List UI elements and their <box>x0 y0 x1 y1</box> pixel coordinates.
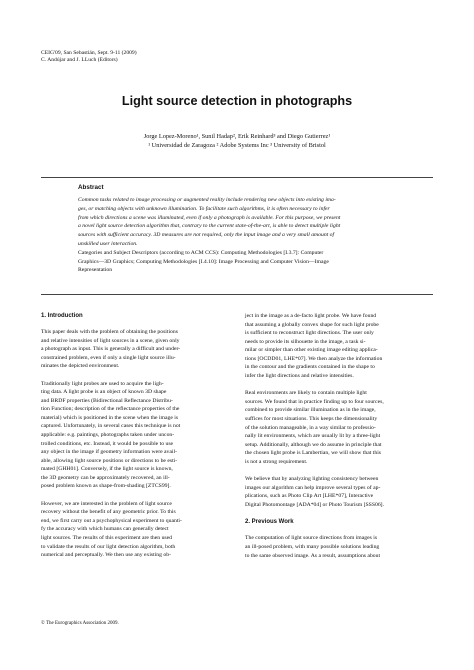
text-line: is sufficient to reconstruct light directions. The user only <box>245 330 374 337</box>
text-line: fy the accuracy with which humans can generally detect <box>41 526 169 533</box>
text-line: and BRDF properties (Bidirectional Reflectance Distribu- <box>41 397 173 404</box>
author-names: Jorge Lopez-Moreno¹, Sunil Hadap², Erik Reinhard³ and Diego Gutierrez¹ <box>143 133 331 140</box>
text-line: mated [GHH01]. Conversely, if the light source is known, <box>41 466 173 473</box>
text-line: This paper deals with the problem of obtaining the positions <box>41 329 178 335</box>
section-heading-previous-work: 2. Previous Work <box>245 519 294 526</box>
text-line: a photograph as input. This is generally a difficult and under- <box>41 346 181 353</box>
editors-line: C. Andújar and J. LLuch (Editors) <box>41 57 118 63</box>
section-heading-introduction: 1. Introduction <box>41 313 83 319</box>
text-line: Common tasks related to image processing or augmented reality include rendering new objects into existing ima- <box>78 197 336 203</box>
text-line: infer the light directions and relative intensities. <box>245 372 354 379</box>
text-line: Graphics—3D Graphics; Computing Methodologies [I.4.10]: Image Processing and Computer Vision—Image <box>78 258 329 265</box>
left-column <box>41 312 223 560</box>
text-line: to validate the results of our light detection algorithm, both <box>41 543 176 550</box>
text-line: that assuming a globally convex shape for such light probe <box>245 321 379 328</box>
text-line: sources. We found that in practice finding up to four sources, <box>245 398 384 405</box>
categories-text <box>78 249 398 275</box>
text-line: setup. Additionally, although we do assume in principle that <box>245 441 382 448</box>
text-line: images our algorithm can help improve several types of ap- <box>245 484 381 491</box>
text-line: trolled conditions, etc. Instead, it would be possible to use <box>41 440 174 447</box>
text-line: the 3D geometry can be approximately recovered, an ill- <box>41 474 170 481</box>
text-line: and relative intensities of light sources in a scene, given only <box>41 337 180 344</box>
text-line: an ill-posed problem, with many possible solutions leading <box>245 544 380 551</box>
conference-header <box>41 50 137 64</box>
text-line: tion Function; description of the reflectance properties of the <box>41 406 180 413</box>
text-line: the chosen light probe is Lambertian, we will show that this <box>245 450 382 457</box>
paragraph <box>41 328 223 371</box>
text-line: numerical and perceptually. We then use any existing ob- <box>41 552 171 559</box>
abstract-heading: Abstract <box>78 184 104 191</box>
author-block <box>0 133 474 150</box>
text-line: However, we are interested in the problem of light source <box>41 500 172 507</box>
text-line: is not a strong requirement. <box>245 458 308 465</box>
abstract-bottom-rule <box>41 294 433 295</box>
text-line: to the same observed image. As a result, assumptions about <box>245 552 381 559</box>
text-line: minates the depicted environment. <box>41 363 120 370</box>
text-line: ges, or matching objects with unknown illumination. To facilitate such algorithms, it is often necessary to infer <box>78 205 330 212</box>
text-line: We believe that by analyzing lighting consistency between <box>245 476 379 483</box>
text-line: The computation of light source directions from images is <box>245 535 378 542</box>
text-line: ject in the image as a de-facto light probe. We have found <box>245 313 377 319</box>
text-line: recovery without the benefit of any geometric prior. To this <box>41 509 176 516</box>
text-line: Categories and Subject Descriptors (according to ACM CCS): Computing Methodologies [I.3.7]: Computer <box>78 250 324 256</box>
text-line: material) which is positioned in the scene when the image is <box>41 414 179 421</box>
text-line: posed problem known as shape-from-shading [ZTCS99]. <box>41 483 171 490</box>
text-line: any object in the image if geometry information were avail- <box>41 449 177 456</box>
text-line: captured. Unfortunately, in several cases this technique is not <box>41 423 181 430</box>
text-line: applicable: e.g. paintings, photographs taken under uncon- <box>41 432 175 439</box>
text-line: constrained problem, even if only a single light source illu- <box>41 354 176 361</box>
text-line: a novel light source detection algorithm that, contrary to the current state-of-the-art, is able to detect multiple light <box>78 223 341 230</box>
paragraph <box>41 380 223 491</box>
text-line: unskilled user interaction. <box>78 240 138 247</box>
abstract-text <box>78 196 398 249</box>
text-line: milar or simpler than other existing image editing applica- <box>245 347 378 354</box>
right-column <box>245 312 435 560</box>
text-line: tions [OCDD01, LHE*07]. We then analyze the information <box>245 355 383 362</box>
paragraph <box>245 475 435 509</box>
text-line: needs to provide its silhouette in the image, a task si- <box>245 338 366 345</box>
conference-line: CEIG'09, San Sebastián, Sept. 9-11 (2009) <box>41 50 137 56</box>
text-line: combined to provide similar illumination as in the image, <box>245 407 376 414</box>
paper-title: Light source detection in photographs <box>121 94 353 108</box>
text-line: end, we first carry out a psychophysical experiment to quanti- <box>41 517 182 524</box>
text-line: from which directions a scene was illuminated, even if only a photograph is available. For this purpose, we present <box>78 214 341 221</box>
text-line: Traditionally light probes are used to acquire the ligh- <box>41 380 164 387</box>
text-line: in the contour and the gradients contained in the shape to <box>245 364 375 371</box>
text-line: sources with sufficient accuracy. 3D measures are not required, only the input image and a very small amount of <box>78 232 335 239</box>
text-line: able, allowing light source positions or directions to be esti- <box>41 457 178 464</box>
text-line: Real environments are likely to contain multiple light <box>245 390 367 397</box>
paragraph <box>245 534 435 560</box>
author-affiliations: ¹ Universidad de Zaragoza ² Adobe Systems Inc ³ University of Bristol <box>148 141 326 149</box>
text-line: nally lit environments, which are usually lit by a three-light <box>245 433 381 440</box>
paragraph <box>245 312 435 380</box>
copyright-footer: © The Eurographics Association 2009. <box>41 621 119 626</box>
text-line: light sources. The results of this experiment are then used <box>41 535 172 542</box>
text-line: Representation <box>78 267 113 274</box>
text-line: of the solution manageable, in a way similar to professio- <box>245 424 376 431</box>
text-line: suffices for most situations. This keeps the dimensionality <box>245 416 378 423</box>
paragraph <box>41 500 223 560</box>
abstract-top-rule <box>41 177 433 178</box>
text-line: ting data. A light probe is an object of known 3D shape <box>41 389 167 396</box>
paragraph <box>245 389 435 466</box>
text-line: plications, such as Photo Clip Art [LHE*07], Interactive <box>245 493 374 500</box>
text-line: Digital Photomontage [ADA*04] or Photo Tourism [SSS06]. <box>245 501 384 508</box>
